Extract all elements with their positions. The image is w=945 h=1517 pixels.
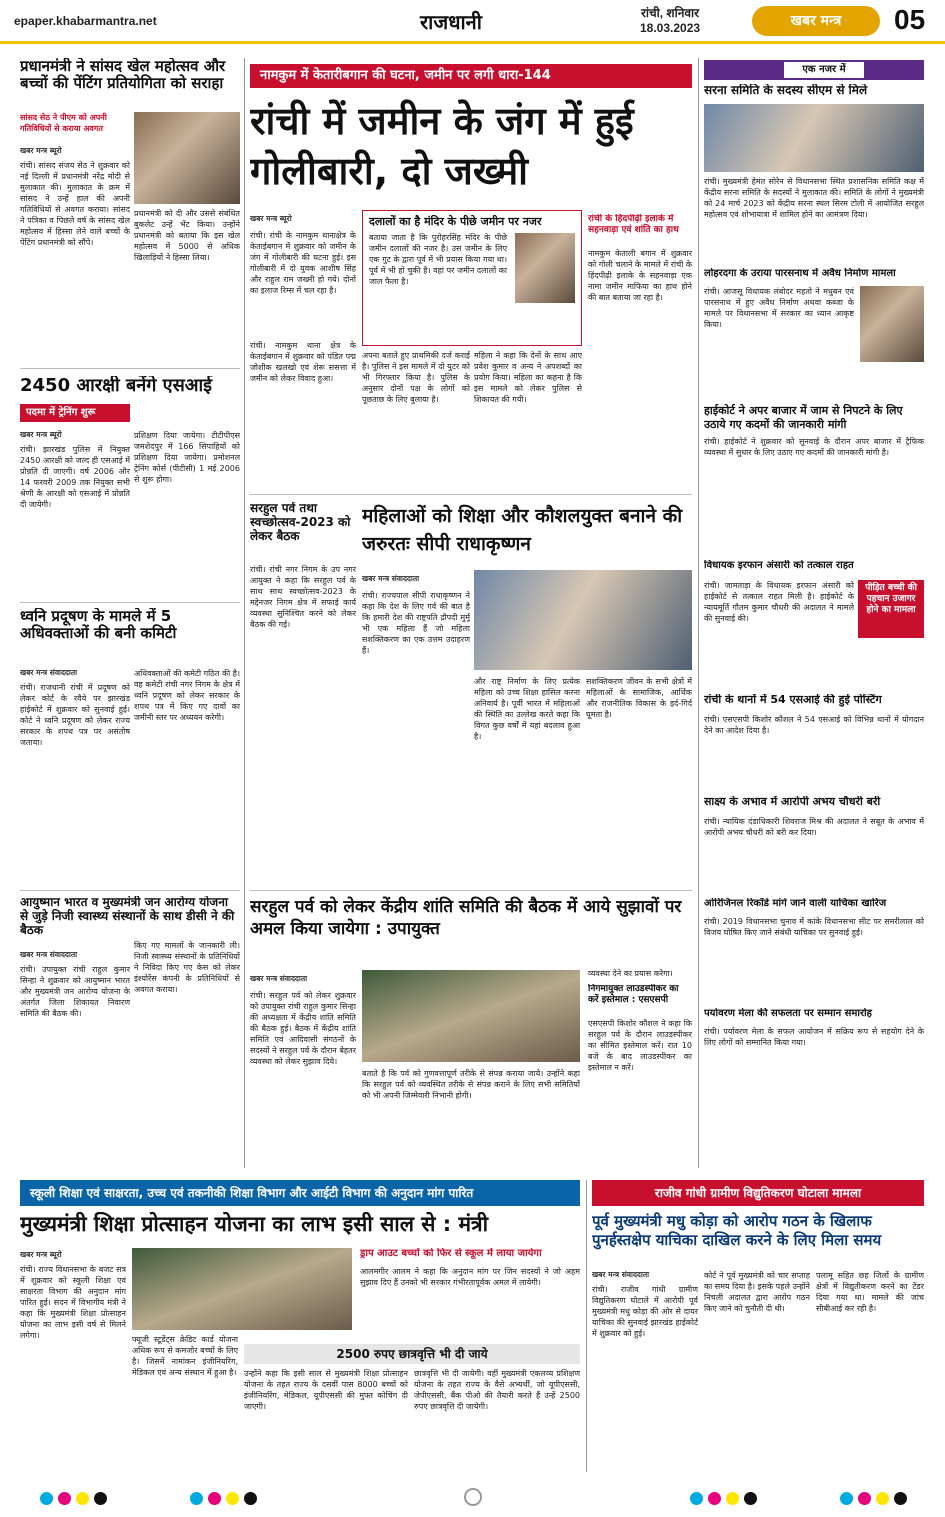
koda-byline: खबर मन्त्र संवाददाता (592, 1270, 650, 1279)
lead-kicker: नामकुम में केतारीबगान की घटना, जमीन पर लगी धारा-144 (250, 64, 692, 88)
dateline (640, 6, 700, 36)
registration-strip (0, 1480, 945, 1517)
women-headline: महिलाओं को शिक्षा और कौशलयुक्त बनाने की जरुरतः सीपी राधाकृष्णन (362, 505, 683, 555)
black-swatch (744, 1492, 757, 1505)
shanti-headline: सरहुल पर्व को लेकर केंद्रीय शांति समिति की बैठक में आये सुझावों पर अमल किया जायेगा : उपायुक्त (250, 897, 682, 939)
noise-headline: ध्वनि प्रदूषण के मामले में 5 अधिवक्ताओं की बनी कमिटी (20, 608, 177, 643)
registration-mark-icon (464, 1488, 482, 1506)
abhay-body: रांची। न्यायिक दंडाधिकारी शिवराज मिश्र की अदालत ने सबूत के अभाव में आरोपी अभय चौधरी को बरी कर दिया। (704, 817, 924, 837)
lohar-headline: लोहरदगा के उराया पारसनाथ में अवैध निर्माण मामला (704, 268, 896, 279)
yellow-swatch (226, 1492, 239, 1505)
si-2450-body-2: प्रशिक्षण दिया जायेगा। टीटीपीएस जमशेदपुर में 166 सिपाहियों को प्रशिक्षण दिया जायेगा। प्रमोशनल ट्रेनिंग कोर्स (पीटीसी) 1 मई 2006 से शुरू होगा। (134, 431, 240, 484)
koda-body-2: कोर्ट ने पूर्व मुख्यमंत्री को चार सप्ताह का समय दिया है। इसके पहले उन्होंने निचली अदालत द्वारा आरोप गठन किए जाने को चुनौती दी थी। (704, 1271, 810, 1313)
sarhul-body: रांची। रांची नगर निगम के उप नगर आयुक्त ने कहा कि सरहुल पर्व के साथ साथ स्वच्छोत्सव-2023 के मद्देनजर निगम क्षेत्र में सफाई कार्य व्यवस्था सुनिश्चित करने को लेकर बैठक की गई। (250, 565, 356, 629)
date: 18.03.2023 (640, 21, 701, 35)
lead-body: रांची। रांची के नामकुम थानाक्षेत्र के केताईबगान में शुक्रवार को जमीन के जंग में गोलीबारी की घटना हुई। इस गोलीबारी में दो युवक आशीष सिंह और राहुल राम जख्मी हो गये। दोनों का इलाज रिम्स में चल रहा है। (250, 231, 356, 295)
ayush-headline: आयुष्मान भारत व मुख्यमंत्री जन आरोग्य योजना से जुड़े निजी स्वास्थ्य संस्थानों के साथ डीसी ने की बैठक (20, 896, 235, 937)
mela-headline: पर्यावरण मेला की सफलता पर सम्मान समारोह (704, 1008, 872, 1019)
edu-strip: स्कूली शिक्षा एवं साक्षरता, उच्च एवं तकनीकी शिक्षा विभाग और आईटी विभाग की अनुदान मांग पारित (20, 1180, 580, 1206)
sarna-body: रांची। मुख्यमंत्री हेमंत सोरेन से विधानसभा स्थित प्रशासनिक समिति कक्ष में केंद्रीय सरना समिति के सदस्यों ने मुलाकात की। समिति के लोगों ने मुख्यमंत्री को 24 मार्च 2023 को केंद्रीय सरना स्थल सिरम टोली में आयोजित सरहुल महोत्सव एवं शोभायात्रा में शामिल होने का आमंत्रण दिया। (704, 177, 924, 219)
pm-body: रांची। सांसद संजय सेठ ने शुक्रवार को नई दिल्ली में प्रधानमंत्री नरेंद्र मोदी से मुलाकात की। मुलाकात के क्रम में सांसद ने उन्हें हाल की अपनी गतिविधियों से अवगत कराया। सांसद ने पत्रिका व पिछले वर्ष के सांसद खेल महोत्सव में हिस्सा लेने वाले बच्चों के पेंटिंग प्रधानमंत्री को सौंपे। (20, 161, 130, 247)
divider (20, 890, 240, 891)
hindpidhi-headline: रांची के हिंदपीढ़ी इलाके में सहनवाड़ा एवं शांति का हाथ (588, 214, 679, 235)
divider (250, 890, 692, 891)
pm-subhead: सांसद सेठ ने पीएम को अपनी गतिविधियों से कराया अवगत (20, 113, 107, 133)
si-posting-body: रांची। एसएसपी किशोर कौशल ने 54 एसआई को विभिन्न थानों में योगदान देने का आदेश दिया है। (704, 715, 924, 735)
scholar-body-2: छात्रवृत्ति भी दी जायेगी। वहीं मुख्यमंत्री एकलव्य प्रशिक्षण योजना के तहत राज्य के वैसे अभ्यर्थी, जो यूपीएससी, जेपीएससी, बैंक पीओ की तैयारी करते हैं उन्हें 2500 रुपए छात्रवृत्ति दी जायेगी। (414, 1369, 580, 1411)
column-rule (244, 58, 245, 1168)
women-body: रांची। राज्यपाल सीपी राधाकृष्णन ने कहा कि देश के लिए गर्व की बात है कि हमारी देश की राष्ट्रपति द्रौपदी मुर्मू भी एक महिला हैं जो महिला सशक्तिकरण का एक उत्तम उदाहरण हैं। (362, 591, 470, 655)
hc-body: रांची। हाईकोर्ट ने शुक्रवार को सुनवाई के दौरान अपर बाजार में ट्रैफिक व्यवस्था में सुधार के लिए उठाए गए कदमों की जानकारी मांगी है। (704, 437, 924, 457)
si-posting-headline: रांची के थानों में 54 एसआई की हुई पोस्टिंग (704, 694, 882, 706)
black-swatch (94, 1492, 107, 1505)
divider (20, 368, 240, 369)
pm-photo (134, 112, 240, 204)
edu-headline: मुख्यमंत्री शिक्षा प्रोत्साहन योजना का लाभ इसी साल से : मंत्री (20, 1212, 489, 1236)
ayush-byline: खबर मन्त्र संवाददाता (20, 950, 78, 959)
dalal-photo (515, 233, 575, 303)
dropout-headline: ड्राप आउट बच्चों को फिर से स्कूल में लाया जायेगा (360, 1248, 542, 1259)
lead-headline: रांची में जमीन के जंग में हुई गोलीबारी, दो जख्मी (250, 99, 634, 193)
hindpidhi-body: नामकुम केताली बगान में शुक्रवार को गोली चलाने के मामले में रांची के हिंदपीढ़ी इलाके के सहनवाड़ा एक नामा जमीन माफिया का हाथ होने की बात बताया जा रहा है। (588, 249, 692, 302)
shanti-box-title: निगमायुक्त लाउडस्पीकर का करें इस्तेमाल : एसएसपी (588, 984, 679, 1005)
yellow-swatch (726, 1492, 739, 1505)
noise-byline: खबर मन्त्र संवाददाता (20, 668, 78, 677)
abhay-headline: साक्ष्य के अभाव में आरोपी अभय चौधरी बरी (704, 796, 881, 808)
lohar-body: रांची। आजसू विधायक लंबोदर महतो ने मधुबन एवं पारसनाथ में हुए अवैध निर्माण अथवा कब्जा के मामले पर विधानसभा में सरकार का ध्यान आकृष्ट किया। (704, 287, 854, 329)
ayush-body: रांची। उपायुक्त रांची राहुल कुमार सिन्हा ने शुक्रवार को आयुष्मान भारत और मुख्यमंत्री जन आरोग्य योजना के अंतर्गत जिला शिकायत निवारण समिति की बैठक की। (20, 965, 130, 1018)
pm-headline: प्रधानमंत्री ने सांसद खेल महोत्सव और बच्चों की पेंटिंग प्रतियोगिता को सराहा (20, 58, 226, 93)
koda-headline: पूर्व मुख्यमंत्री मधु कोड़ा को आरोप गठन के खिलाफ पुनर्हस्तक्षेप याचिका दाखिल करने के लिए मिला समय (592, 1212, 882, 1249)
lead-byline: खबर मन्त्र ब्यूरो (250, 214, 292, 223)
shanti-body-3: व्यवस्था देने का प्रयास करेगा। (588, 969, 673, 978)
yellow-swatch (876, 1492, 889, 1505)
sarhul-headline: सरहुल पर्व तथा स्वच्छोत्सव-2023 को लेकर बैठक (250, 502, 351, 543)
noise-body-2: अधिवक्ताओं की कमेटी गठित की है। वह कमेटी रांची नगर निगम के क्षेत्र में ध्वनि प्रदूषण को लेकर सरकार के शपथ पत्र में किए गए दावों का जमीनी स्तर पर अध्ययन करेगी। (134, 669, 240, 722)
pm-byline: खबर मन्त्र ब्यूरो (20, 146, 62, 155)
column-rule (698, 58, 699, 1168)
shanti-body-4: एसएसपी किशोर कौशल ने कहा कि सरहुल पर्व के दौरान लाउडस्पीकर का सीमित इस्तेमाल करें। रात 10 बजे के बाद लाउडस्पीकर का इस्तेमाल न करें। (588, 1019, 692, 1072)
shanti-byline: खबर मन्त्र संवाददाता (250, 974, 308, 983)
cyan-swatch (190, 1492, 203, 1505)
women-body-3: सशक्तिकरण जीवन के सभी क्षेत्रों में महिलाओं के सामाजिक, आर्थिक और राजनीतिक विकास के इर्द-गिर्द घूमता है। (586, 677, 692, 719)
ansari-box: पीड़ित बच्ची की पहचान उजागर होने का मामला (858, 580, 924, 638)
ek-nazar-tag: एक नजर में (784, 62, 864, 78)
edu-byline: खबर मन्त्र ब्यूरो (20, 1250, 62, 1259)
edu-photo (132, 1248, 352, 1330)
divider (250, 494, 692, 495)
ayush-body-2: किए गए मामलों के जानकारी ली। निजी स्वास्थ्य संस्थानों के प्रतिनिधियों ने निविदा किए गए केस को लेकर इंश्योरेंस कंपनी के प्रतिनिधियों से अवगत कराया। (134, 941, 240, 994)
column-rule (586, 1180, 587, 1472)
black-swatch (244, 1492, 257, 1505)
dropout-body: आलमगीर आलम ने कहा कि अनुदान मांग पर जिन सदस्यों ने जो अहम सुझाव दिए हैं उनको भी सरकार गंभीरतापूर्वक अमल में लायेगी। (360, 1267, 580, 1287)
koda-strip: राजीव गांधी ग्रामीण विद्युतिकरण घोटाला मामला (592, 1180, 924, 1206)
magenta-swatch (708, 1492, 721, 1505)
record-body: रांची। 2019 विधानसभा चुनाव में कांके विधानसभा सीट पर समरीलाल को विजय घोषित किए जाने संबंधी याचिका पर सुनवाई हुई। (704, 917, 924, 937)
mela-body: रांची। पर्यावरण मेला के सफल आयोजन में सक्रिय रूप से सहयोग देने के लिए लोगों को सम्मानित किया गया। (704, 1027, 924, 1047)
pm-body-2: प्रधानमंत्री को दी और उससे संबंधित बुकलेट उन्हें भेंट किया। उन्होंने प्रधानमंत्री को बताया कि इस खेल महोत्सव में 5000 से अधिक खिलाड़ियों ने हिस्सा लिया। (134, 209, 240, 262)
masthead (0, 0, 945, 44)
section-title: राजधानी (420, 10, 482, 34)
si-2450-byline: खबर मन्त्र ब्यूरो (20, 430, 62, 439)
lead-body-2: रांची। नामकुम थाना क्षेत्र के केताईबगान में शुक्रवार को पंडित पद्म जोशीक खलखो एवं शेरू ससत्ता में जमीन को लेकर विवाद हुआ। (250, 341, 356, 383)
sarna-headline: सरना समिति के सदस्य सीएम से मिले (704, 84, 868, 97)
lead-body-4: महिला ने कहा कि देनों के साथ आए प्रवेश कुमार व अन्य ने अपशब्दों का प्रयोग किया। महिला का कहना है कि इस मामले को लेकर पुलिस से शिकायत की गयी। (474, 351, 582, 404)
divider (20, 602, 240, 603)
women-body-2: और राष्ट्र निर्माण के लिए प्रत्येक महिला को उच्च शिक्षा हासिल करना अनिवार्य है। पूर्वी भारत में महिलाओं की स्थिति का उल्लेख करते कहा कि विगत कुछ वर्षों में यहां बदलाव हुआ है। (474, 677, 580, 741)
hc-headline: हाईकोर्ट ने अपर बाजार में जाम से निपटने के लिए उठाये गए कदमों की जानकारी मांगी (704, 404, 903, 431)
cyan-swatch (840, 1492, 853, 1505)
edu-body: रांची। राज्य विधानसभा के बजट सत्र में शुक्रवार को स्कूली शिक्षा एवं साक्षरता विभाग की अनुदान मांग पारित हुई। सदन में विभागीय मंत्री ने कहा कि मुख्यमंत्री शिक्षा प्रोत्साहन योजना का लाभ इसी वर्ष से मिलने लगेगा। (20, 1265, 126, 1340)
site-url[interactable]: epaper.khabarmantra.net (14, 14, 157, 28)
record-headline: ओरिजिनल रिकॉर्ड मांगे जाने वाली याचिका खारिज (704, 898, 887, 909)
dalal-box (362, 210, 582, 346)
page-number: 05 (894, 4, 926, 35)
koda-body: रांची। राजीव गांधी ग्रामीण विद्युतिकरण घोटाले में आरोपी पूर्व मुख्यमंत्री मधु कोड़ा की ओर से दायर याचिका की सुनवाई झारखंड हाईकोर्ट में शुक्रवार को हुई। (592, 1285, 698, 1338)
si-2450-body: रांची। झारखंड पुलिस में नियुक्त 2450 आरक्षी को जल्द ही एसआई में प्रोन्नति दी जाएगी। वर्ष 2006 और 14 फरवरी 2009 तक नियुक्त सभी श्रेणी के आरक्षी को एसआई में प्रोन्नति दी जायेगी। (20, 445, 130, 509)
sarna-photo (704, 104, 924, 172)
lead-body-3: अपना बताते हुए प्राथमिकी दर्ज कराई है। पुलिस ने इस मामले में दो युटर को भी गिरफ्तार किया है। पुलिस के अनुसार दोनों पक्ष के लोगों को पूछताछ के लिए बुलाया है। (362, 351, 470, 404)
women-byline: खबर मन्त्र संवाददाता (362, 574, 420, 583)
shanti-photo (362, 970, 580, 1062)
black-swatch (894, 1492, 907, 1505)
si-2450-tag: पदमा में ट्रेनिंग शुरू (20, 404, 130, 422)
lohar-photo (860, 286, 924, 362)
dalal-box-title: दलालों का है मंदिर के पीछे जमीन पर नजर (369, 215, 542, 228)
brand-logo: खबर मन्त्र (752, 6, 880, 36)
dalal-box-body: बताया जाता है कि पुरोहरसिंह मंदिर के पीछे जमीन दलालों की नजर है। उस जमीन के लिए एक गुट के द्वारा पूर्व में भी प्रयास किया गया था। पूर्व में भी हो चुकी है। वहां पर जमीन दलालों का जाल फैला है। (369, 233, 507, 286)
cyan-swatch (40, 1492, 53, 1505)
cyan-swatch (690, 1492, 703, 1505)
scholar-body: उन्होंने कहा कि इसी साल से मुख्यमंत्री शिक्षा प्रोत्साहन योजना के तहत राज्य के दसवीं पास 8000 बच्चों को इंजीनियरिंग, मेडिकल, यूपीएससी की मुफ्त कोचिंग दी जाएगी। (244, 1369, 408, 1411)
edu-body-2: फ्यूजी स्टूडेंट्स क्रेडिट कार्ड योजना अथिक रूप से कमजोर बच्चों के लिए है। जिसमें नामांकन इंजीनियरिंग, मेडिकल एवं अन्य संस्थान में हुआ है। (132, 1335, 238, 1377)
yellow-swatch (76, 1492, 89, 1505)
noise-body: रांची। राजधानी रांची में प्रदूषण को लेकर कोर्ट के रवैये पर झारखंड हाईकोर्ट में शुक्रवार को सुनवाई हुई। कोर्ट ने ध्वनि प्रदूषण को लेकर राज्य सरकार के शपथ पत्र पर असंतोष जताया। (20, 683, 130, 747)
magenta-swatch (208, 1492, 221, 1505)
ansari-headline: विधायक इरफान अंसारी को तत्काल राहत (704, 560, 854, 571)
shanti-body-2: बताते है कि पर्व को गुणवत्तापूर्ण तरीके से संपन्न कराया जाये। उन्होंने कहा कि सरहुल पर्व को व्यवस्थित तरीके से संपन्न कराने के लिए सभी समितियों को भी अपनी जिम्मेवारी निभानी होगी। (362, 1069, 580, 1100)
koda-body-3: पलामू सहित छह जिलों के ग्रामीण क्षेत्रों में विद्युतीकरण करने का टेंडर दिया गया था। मामले की जांच सीबीआई कर रही है। (816, 1271, 924, 1313)
women-photo (474, 570, 692, 670)
si-2450-headline: 2450 आरक्षी बनेंगे एसआई (20, 376, 212, 396)
magenta-swatch (858, 1492, 871, 1505)
shanti-body: रांची। सरहुल पर्व को लेकर शुक्रवार को उपायुक्त रांची राहुल कुमार सिन्हा की अध्यक्षता में केंद्रीय शांति समिति की बैठक हुई। बैठक में केंद्रीय शांति समिति एवं आदिवासी संगठनों के सदस्यों ने सरहुल पर्व के दौरान बेहतर व्यवस्था को लेकर सुझाव दिये। (250, 991, 356, 1066)
ek-nazar-bar (704, 60, 924, 80)
city-day: रांची, शनिवार (641, 6, 700, 20)
ansari-body: रांची। जामताड़ा के विधायक इरफान अंसारी को हाईकोर्ट से तत्काल राहत मिली है। हाईकोर्ट के न्यायमूर्ति गौतम कुमार चौधरी की अदालत ने मामले की सुनवाई की। (704, 581, 854, 623)
magenta-swatch (58, 1492, 71, 1505)
scholar-headline: 2500 रुपए छात्रवृत्ति भी दी जाये (244, 1344, 580, 1364)
